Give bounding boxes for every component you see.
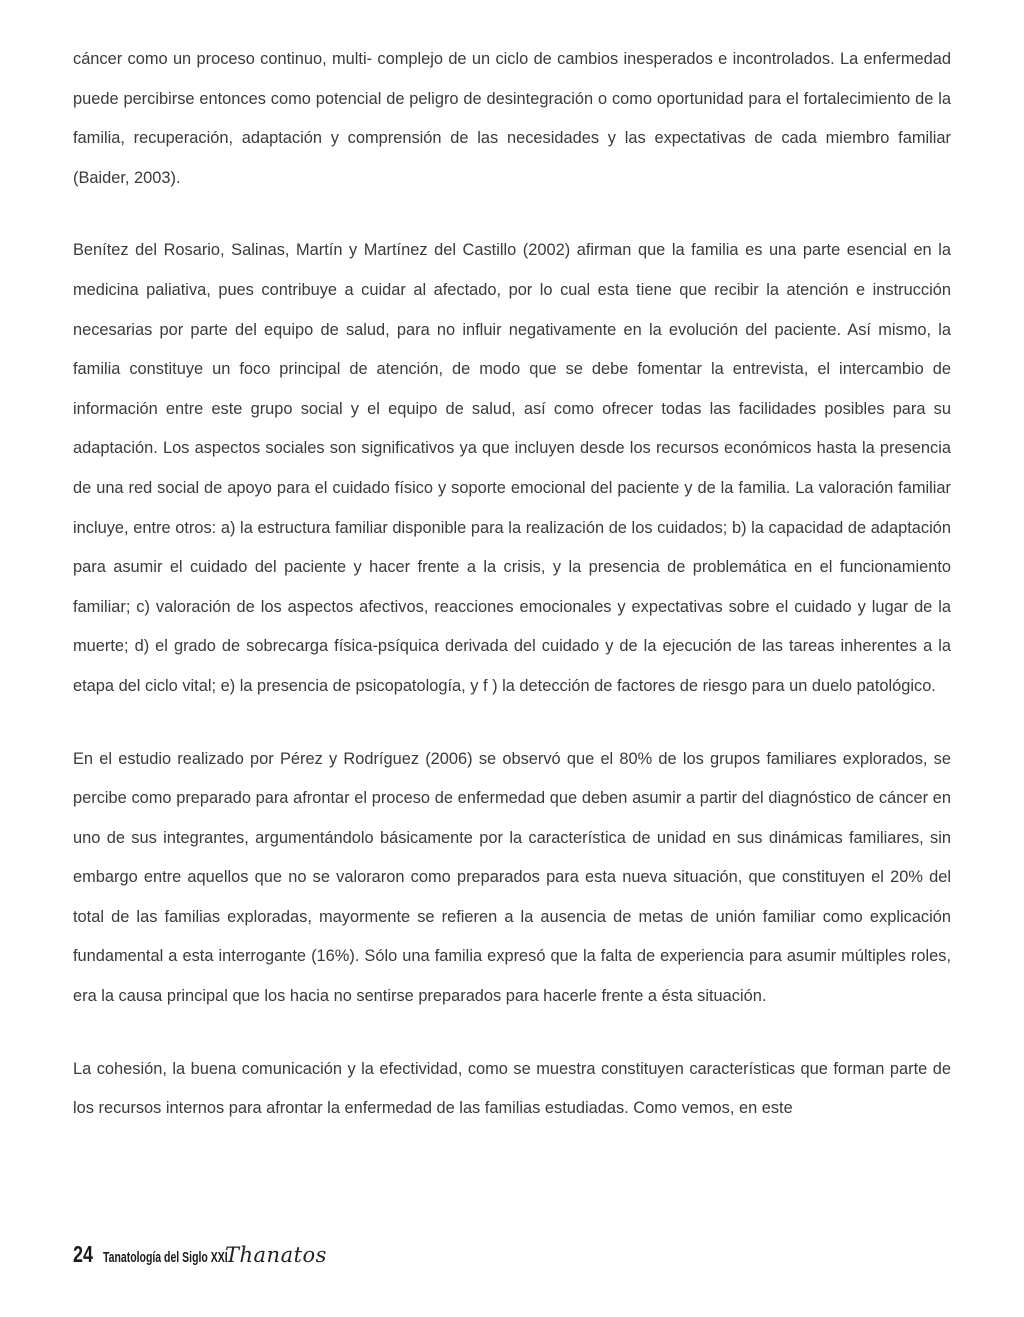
paragraph: En el estudio realizado por Pérez y Rodríguez (2006) se observó que el 80% de los grupos familiares explorados, se percibe como preparado para afrontar el proceso de enfermedad que deben asumir a partir del diagnóstico de cáncer en uno de sus integrantes, argumentándolo básicamente por la característica de unidad en sus dinámicas familiares, sin embargo entre aquellos que no se valoraron como preparados para esta nueva situación, que constituyen el 20% del total de las familias exploradas, mayormente se refieren a la ausencia de metas de unión familiar como explicación fundamental a esta interrogante (16%). Sólo una familia expresó que la falta de experiencia para asumir múltiples roles, era la causa principal que los hacia no sentirse preparados para hacerle frente a ésta situación.: [73, 749, 951, 1006]
paragraph: Benítez del Rosario, Salinas, Martín y Martínez del Castillo (2002) afirman que la familia es una parte esencial en la medicina paliativa, pues contribuye a cuidar al afectado, por lo cual esta tiene que recibir la atención e instrucción necesarias por parte del equipo de salud, para no influir negativamente en la evolución del paciente. Así mismo, la familia constituye un foco principal de atención, de modo que se debe fomentar la entrevista, el intercambio de información entre este grupo social y el equipo de salud, así como ofrecer todas las facilidades posibles para su adaptación. Los aspectos sociales son significativos ya que incluyen desde los recursos económicos hasta la presencia de una red social de apoyo para el cuidado físico y soporte emocional del paciente y de la familia. La valoración familiar incluye, entre otros: a) la estructura familiar disponible para la realización de los cuidados; b) la capacidad de adaptación para asumir el cuidado del paciente y hacer frente a la crisis, y la presencia de problemática en el funcionamiento familiar; c) valoración de los aspectos afectivos, reacciones emocionales y expectativas sobre el cuidado y lugar de la muerte; d) el grado de sobrecarga física-psíquica derivada del cuidado y de la ejecución de las tareas inherentes a la etapa del ciclo vital; e) la presencia de psicopatología, y f ) la detección de factores de riesgo para un duelo patológico.: [73, 241, 951, 695]
body-text: [73, 40, 951, 1162]
thanatos-logo: Thanatos: [225, 1243, 327, 1267]
journal-title: Tanatología del Siglo XXI: [103, 1249, 228, 1266]
paragraph: cáncer como un proceso continuo, multi- complejo de un ciclo de cambios inesperados e incontrolados. La enfermedad puede percibirse entonces como potencial de peligro de desintegración o como oportunidad para el fortalecimiento de la familia, recuperación, adaptación y comprensión de las necesidades y las expectativas de cada miembro familiar (Baider, 2003).: [73, 50, 951, 187]
page-footer: [73, 1241, 327, 1277]
page-number: 24: [73, 1241, 93, 1267]
paragraph: La cohesión, la buena comunicación y la efectividad, como se muestra constituyen características que forman parte de los recursos internos para afrontar la enfermedad de las familias estudiadas. Como vemos, en este: [73, 1059, 951, 1118]
